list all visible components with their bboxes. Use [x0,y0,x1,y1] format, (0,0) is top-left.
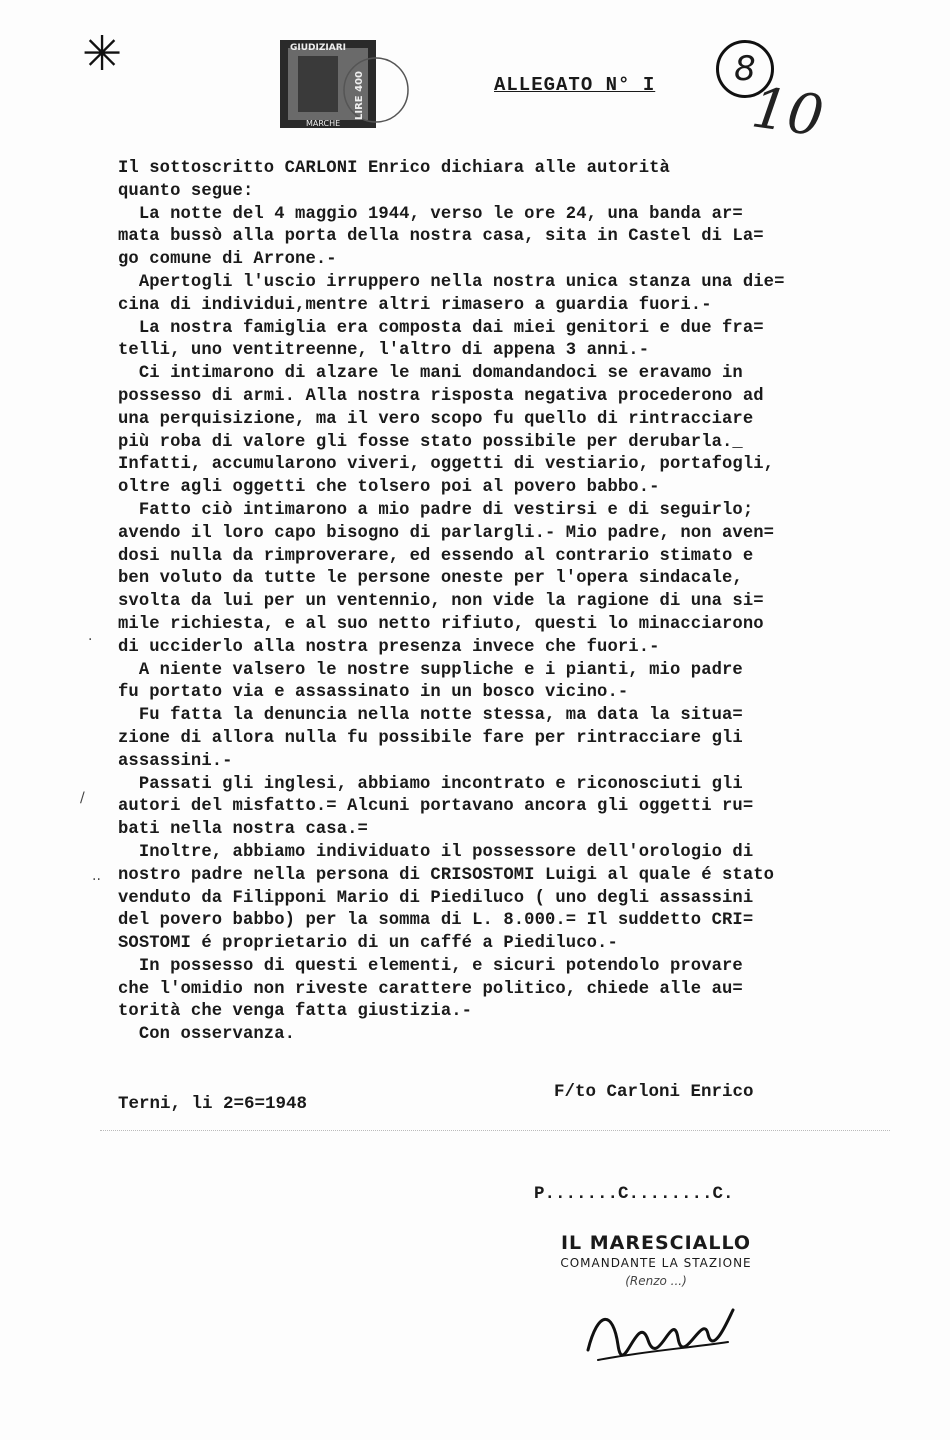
body-line: torità che venga fatta giustizia.- [118,1002,473,1022]
body-line: dosi nulla da rimproverare, ed essendo al contrario stimato e [118,546,754,566]
body-line: Con osservanza. [118,1025,296,1045]
body-line: bati nella nostra casa.= [118,820,368,840]
margin-dots: ·· [92,872,101,888]
body-line: venduto da Filipponi Mario di Piediluco ( uno degli assassini [118,888,754,908]
body-line: Ci intimarono di alzare le mani domandandoci se eravamo in [118,364,743,384]
margin-slash: / [80,790,85,806]
body-line: In possesso di questi elementi, e sicuri potendolo provare [118,956,743,976]
body-line: Inoltre, abbiamo individuato il possessore dell'orologio di [118,842,754,862]
body-line: oltre agli oggetti che tolsero poi al povero babbo.- [118,478,660,498]
body-line: fu portato via e assassinato in un bosco vicino.- [118,683,629,703]
body-line: che l'omidio non riveste carattere politico, chiede alle au= [118,979,743,999]
revenue-stamp [276,36,412,132]
body-line: Apertogli l'uscio irruppero nella nostra unica stanza una die= [118,272,785,292]
stamp-value-text: LIRE 400 [354,71,365,120]
circled-number-text: 8 [734,49,756,89]
marshal-stamp [536,1232,776,1288]
place-date: Terni, li 2=6=1948 [118,1094,308,1114]
stamp-marche-text: MARCHE [306,119,341,128]
body-line: di ucciderlo alla nostra presenza invece che fuori.- [118,637,660,657]
body-line: zione di allora nulla fu possibile fare per rintracciare gli [118,728,743,748]
body-line: mata bussò alla porta della nostra casa, sita in Castel di La= [118,227,764,247]
body-line: A niente valsero le nostre suppliche e i pianti, mio padre [118,660,743,680]
margin-dot: · [88,632,93,648]
declaration-body [118,158,878,1047]
divider [100,1130,890,1191]
marshal-title: IL MARESCIALLO [560,1232,752,1254]
body-line: una perquisizione, ma il vero scopo fu quello di rintracciare [118,409,754,429]
body-line: nostro padre nella persona di CRISOSTOMI Luigi al quale é stato [118,865,775,885]
allegato-heading: ALLEGATO N° I [494,74,656,96]
body-line: quanto segue: [118,181,254,201]
body-line: go comune di Arrone.- [118,250,337,270]
body-line: avendo il loro capo bisogno di parlargli.- Mio padre, non aven= [118,523,775,543]
pcc-line: P.......C........C. [534,1184,734,1204]
body-line: La nostra famiglia era composta dai miei genitori e due fra= [118,318,764,338]
handwritten-signature [578,1290,738,1370]
body-line: più roba di valore gli fosse stato possibile per derubarla._ [118,432,743,452]
typed-signature: F/to Carloni Enrico [554,1082,754,1102]
marshal-subtitle: COMANDANTE LA STAZIONE [560,1256,752,1270]
body-line: cina di individui,mentre altri rimasero a guardia fuori.- [118,295,712,315]
body-line: mile richiesta, e al suo netto rifiuto, questi lo minacciarono [118,614,764,634]
asterisk-mark: ✳ [82,26,123,82]
body-line: telli, uno ventitreenne, l'altro di appena 3 anni.- [118,341,650,361]
body-line: Fatto ciò intimarono a mio padre di vestirsi e di seguirlo; [118,500,754,520]
body-line: Il sottoscritto CARLONI Enrico dichiara alle autorità [118,159,670,178]
stamp-top-text: GIUDIZIARI [290,43,346,53]
body-line: assassini.- [118,751,233,771]
marshal-name: (Renzo ...) [625,1274,687,1288]
body-line: ben voluto da tutte le persone oneste per l'opera sindacale, [118,569,743,589]
body-line: autori del misfatto.= Alcuni portavano ancora gli oggetti ru= [118,797,754,817]
body-line: SOSTOMI é proprietario di un caffé a Piediluco.- [118,934,618,954]
handwritten-number: 10 [747,75,828,150]
body-line: svolta da lui per un ventennio, non vide la ragione di una si= [118,592,764,612]
body-line: Infatti, accumularono viveri, oggetti di vestiario, portafogli, [118,455,775,475]
body-line: Passati gli inglesi, abbiamo incontrato e riconosciuti gli [118,774,743,794]
body-line: La notte del 4 maggio 1944, verso le ore 24, una banda ar= [118,204,743,224]
body-line: possesso di armi. Alla nostra risposta negativa procederono ad [118,386,764,406]
body-line: del povero babbo) per la somma di L. 8.000.= Il suddetto CRI= [118,911,754,931]
body-line: Fu fatta la denuncia nella notte stessa, ma data la situa= [118,706,743,726]
